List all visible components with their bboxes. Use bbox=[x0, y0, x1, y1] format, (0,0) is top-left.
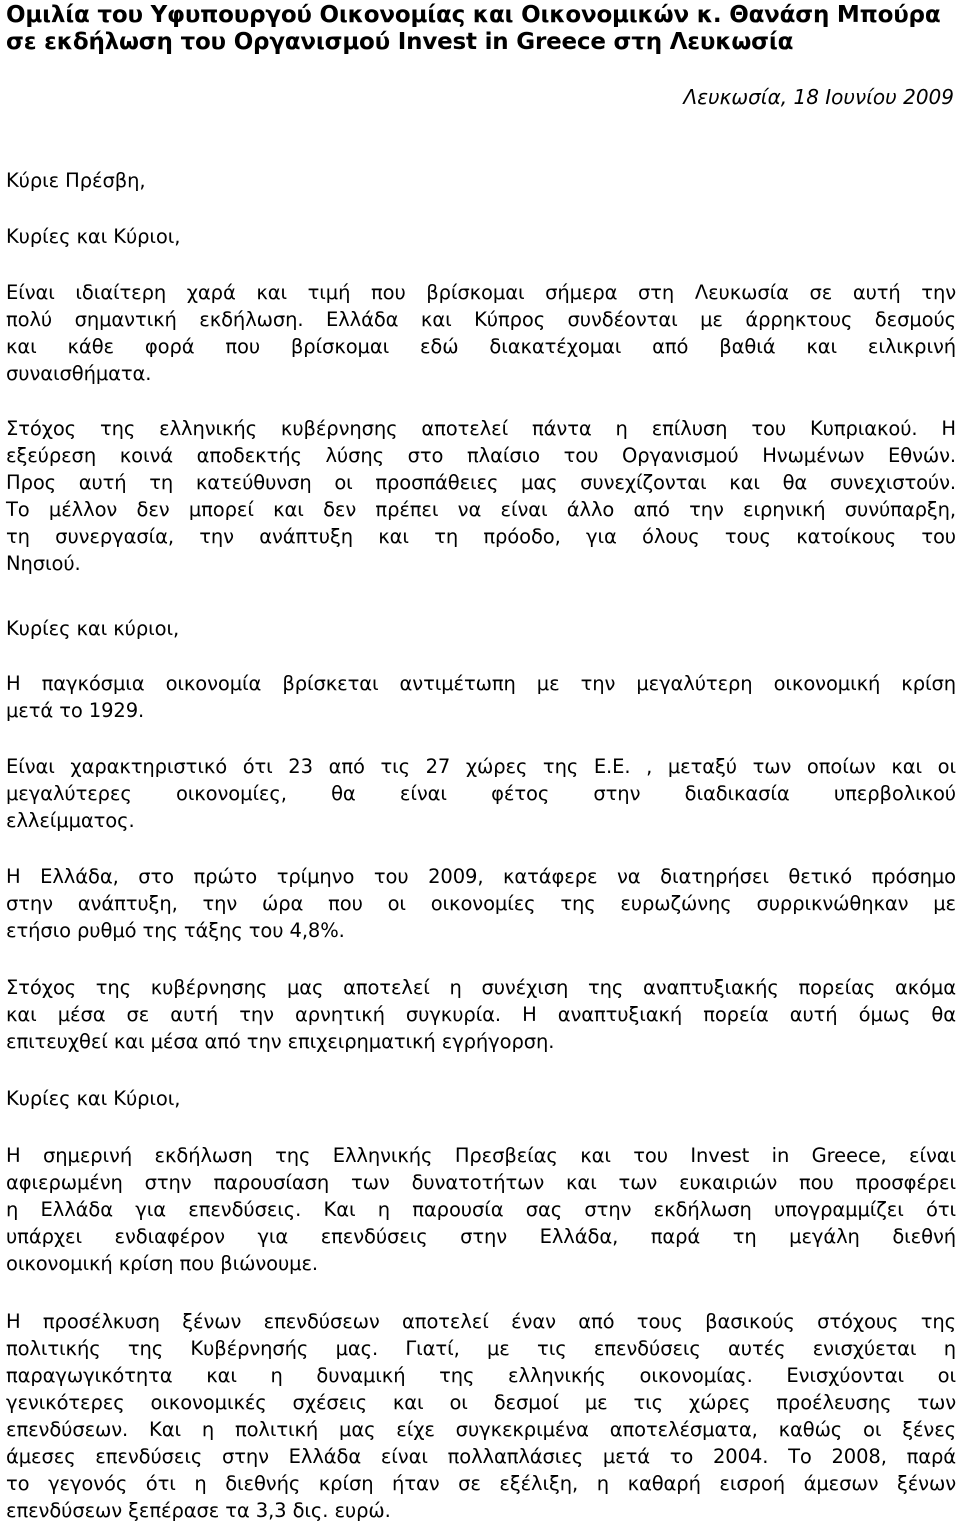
document-title bbox=[6, 2, 956, 56]
text-line: πολύ σημαντική εκδήλωση. Ελλάδα και Κύπρος συνδέονται με άρρηκτους δεσμούς bbox=[6, 308, 956, 331]
text-line: πολιτικής της Κυβέρνησής μας. Γιατί, με τις επενδύσεις αυτές ενισχύεται η bbox=[6, 1337, 956, 1360]
text-line: εξεύρεση κοινά αποδεκτής λύσης στο πλαίσιο του Οργανισμού Ηνωμένων Εθνών. bbox=[6, 444, 956, 467]
salutation bbox=[6, 167, 956, 194]
text-line: τη συνεργασία, την ανάπτυξη και τη πρόοδο, για όλους τους κατοίκους του bbox=[6, 525, 956, 548]
text-line: Στόχος της ελληνικής κυβέρνησης αποτελεί πάντα η επίλυση του Κυπριακού. Η bbox=[6, 417, 956, 440]
text-line: Κυρίες και κύριοι, bbox=[6, 617, 180, 640]
text-line: μετά το 1929. bbox=[6, 699, 145, 722]
text-line: επενδύσεων ξεπέρασε τα 3,3 δις. ευρώ. bbox=[6, 1499, 391, 1522]
text-line: γενικότερες οικονομικές σχέσεις και οι δεσμοί με τις χώρες προέλευσης των bbox=[6, 1391, 956, 1414]
text-line: Στόχος της κυβέρνησης μας αποτελεί η συνέχιση της αναπτυξιακής πορείας ακόμα bbox=[6, 976, 956, 999]
text-line: Νησιού. bbox=[6, 552, 81, 575]
text-line: αφιερωμένη στην παρουσίαση των δυνατοτήτων και των ευκαιριών που προσφέρει bbox=[6, 1171, 956, 1194]
text-line: Κυρίες και Κύριοι, bbox=[6, 1087, 181, 1110]
title-line: Ομιλία του Υφυπουργού Οικονομίας και Οικονομικών κ. Θανάση Μπούρα bbox=[6, 2, 941, 28]
text-line: επιτευχθεί και μέσα από την επιχειρηματική εγρήγορση. bbox=[6, 1030, 555, 1053]
salutation bbox=[6, 615, 956, 642]
text-line: στην ανάπτυξη, την ώρα που οι οικονομίες της ευρωζώνης συρρικνώθηκαν με bbox=[6, 892, 956, 915]
text-line: άμεσες επενδύσεις στην Ελλάδα είναι πολλαπλάσιες μετά το 2004. Το 2008, παρά bbox=[6, 1445, 956, 1468]
paragraph bbox=[6, 753, 956, 834]
text-line: Κύριε Πρέσβη, bbox=[6, 169, 146, 192]
paragraph bbox=[6, 1308, 956, 1524]
text-line: Το μέλλον δεν μπορεί και δεν πρέπει να είναι άλλο από την ειρηνική συνύπαρξη, bbox=[6, 498, 956, 521]
text-line: παραγωγικότητα και η δυναμική της ελληνικής οικονομίας. Ενισχύονται οι bbox=[6, 1364, 956, 1387]
text-line: Κυρίες και Κύριοι, bbox=[6, 225, 181, 248]
paragraph bbox=[6, 415, 956, 577]
paragraph bbox=[6, 670, 956, 724]
text-line: Είναι χαρακτηριστικό ότι 23 από τις 27 χώρες της Ε.Ε. , μεταξύ των οποίων και οι bbox=[6, 755, 956, 778]
text-line: ετήσιο ρυθμό της τάξης του 4,8%. bbox=[6, 919, 345, 942]
text-line: ελλείμματος. bbox=[6, 809, 135, 832]
salutation bbox=[6, 223, 956, 250]
text-line: Η προσέλκυση ξένων επενδύσεων αποτελεί έναν από τους βασικούς στόχους της bbox=[6, 1310, 956, 1333]
dateline: Λευκωσία, 18 Ιουνίου 2009 bbox=[683, 85, 954, 109]
title-line: σε εκδήλωση του Οργανισμού Invest in Greece στη Λευκωσία bbox=[6, 29, 794, 55]
text-line: το γεγονός ότι η διεθνής κρίση ήταν σε εξέλιξη, η καθαρή εισροή άμεσων ξένων bbox=[6, 1472, 956, 1495]
text-line: Η παγκόσμια οικονομία βρίσκεται αντιμέτωπη με την μεγαλύτερη οικονομική κρίση bbox=[6, 672, 956, 695]
text-line: και μέσα σε αυτή την αρνητική συγκυρία. Η αναπτυξιακή πορεία αυτή όμως θα bbox=[6, 1003, 956, 1026]
paragraph bbox=[6, 974, 956, 1055]
paragraph bbox=[6, 863, 956, 944]
text-line: συναισθήματα. bbox=[6, 362, 152, 385]
text-line: Η Ελλάδα, στο πρώτο τρίμηνο του 2009, κατάφερε να διατηρήσει θετικό πρόσημο bbox=[6, 865, 956, 888]
text-line: και κάθε φορά που βρίσκομαι εδώ διακατέχομαι από βαθιά και ειλικρινή bbox=[6, 335, 956, 358]
text-line: Είναι ιδιαίτερη χαρά και τιμή που βρίσκομαι σήμερα στη Λευκωσία σε αυτή την bbox=[6, 281, 956, 304]
paragraph bbox=[6, 1142, 956, 1277]
text-line: Η σημερινή εκδήλωση της Ελληνικής Πρεσβείας και του Invest in Greece, είναι bbox=[6, 1144, 956, 1167]
text-line: οικονομική κρίση που βιώνουμε. bbox=[6, 1252, 318, 1275]
text-line: η Ελλάδα για επενδύσεις. Και η παρουσία σας στην εκδήλωση υπογραμμίζει ότι bbox=[6, 1198, 956, 1221]
text-line: μεγαλύτερες οικονομίες, θα είναι φέτος στην διαδικασία υπερβολικού bbox=[6, 782, 956, 805]
text-line: Προς αυτή τη κατεύθυνση οι προσπάθειες μας συνεχίζονται και θα συνεχιστούν. bbox=[6, 471, 956, 494]
text-line: επενδύσεων. Και η πολιτική μας είχε συγκεκριμένα αποτελέσματα, καθώς οι ξένες bbox=[6, 1418, 956, 1441]
text-line: υπάρχει ενδιαφέρον για επενδύσεις στην Ελλάδα, παρά τη μεγάλη διεθνή bbox=[6, 1225, 956, 1248]
paragraph bbox=[6, 279, 956, 387]
salutation bbox=[6, 1085, 956, 1112]
